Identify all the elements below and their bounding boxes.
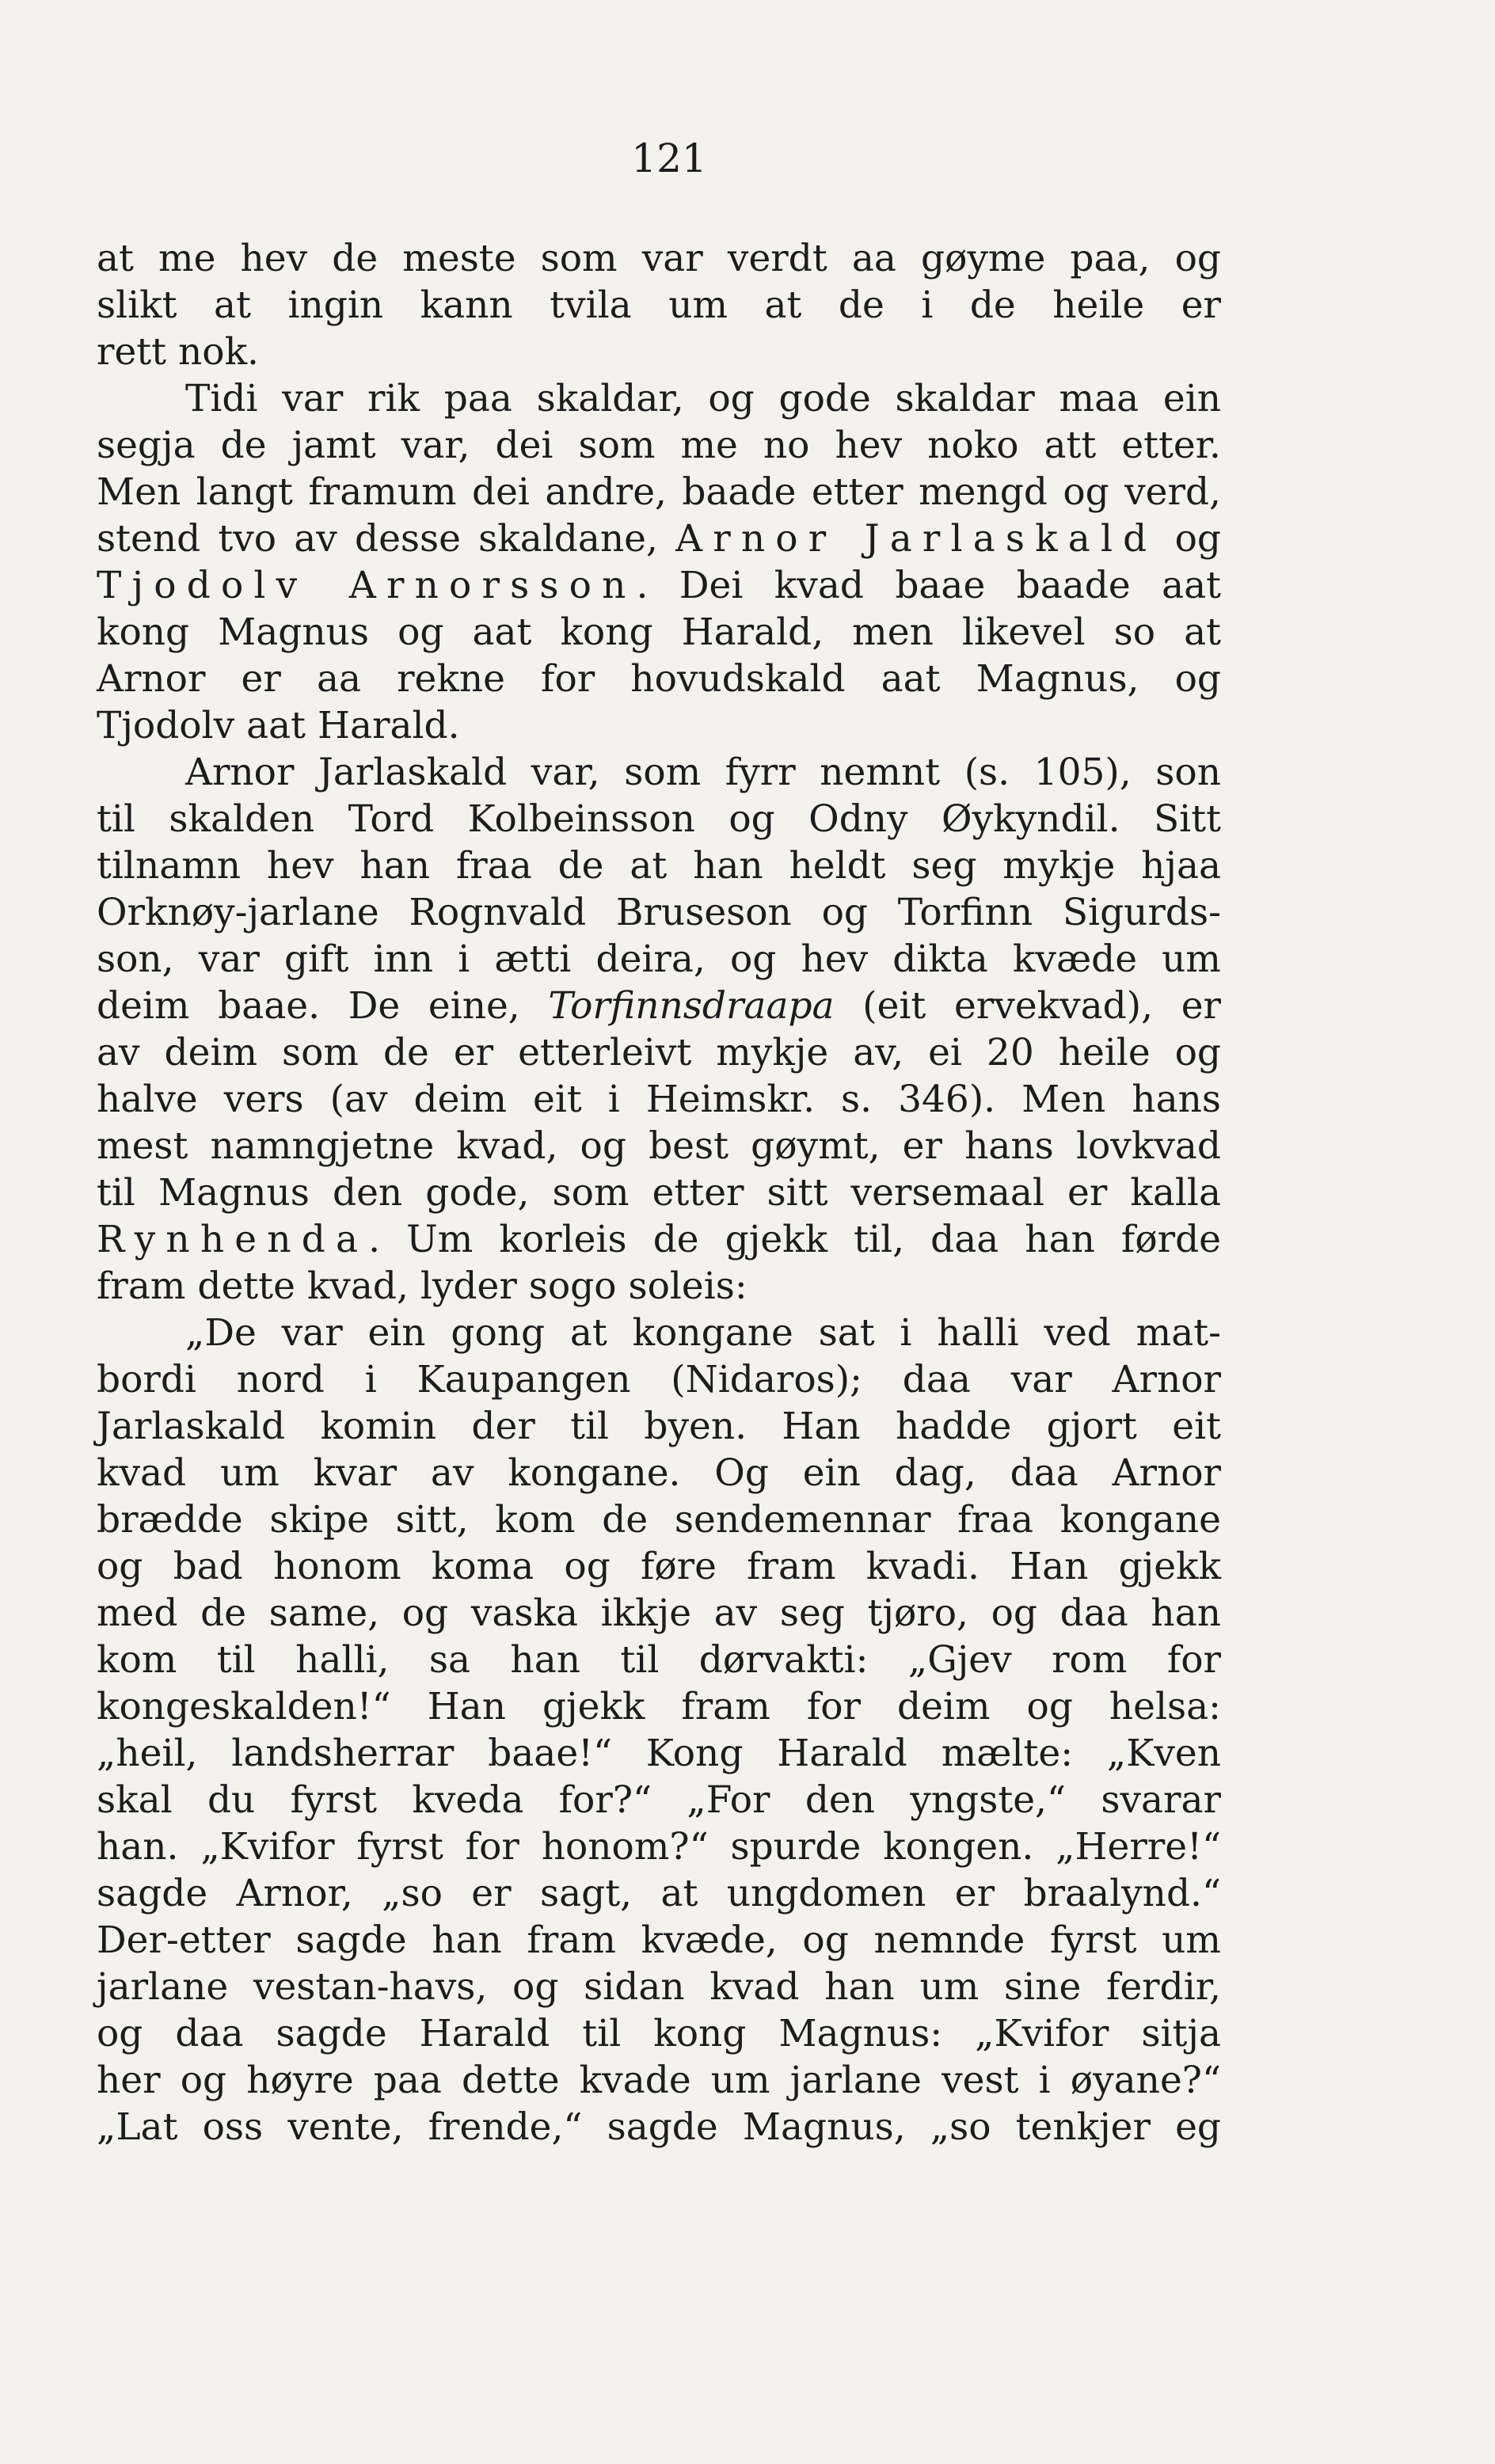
text-segment: sagde Arnor, „so er sagt, at ungdomen er braalynd.“ (97, 1872, 1221, 1915)
text-segment: Arnor er aa rekne for hovudskald aat Magnus, og (97, 657, 1221, 701)
text-line (97, 2057, 1221, 2104)
text-line (97, 889, 1221, 936)
text-segment: Men langt framum dei andre, baade etter mengd og verd, (97, 470, 1221, 514)
text-line (97, 1076, 1221, 1123)
text-line (97, 1263, 1221, 1310)
body-text (97, 235, 1221, 2150)
text-line (97, 515, 1221, 562)
text-line (97, 1964, 1221, 2010)
text-segment: jarlane vestan-havs, og sidan kvad han um sine ferdir, (97, 1965, 1221, 2009)
text-segment: „heil, landsherrar baae!“ Kong Harald mælte: „Kven (97, 1732, 1221, 1775)
text-segment: rett nok. (97, 330, 259, 374)
spaced-name: Arnor Jarlaskald (675, 517, 1158, 561)
text-segment: „Lat oss vente, frende,“ sagde Magnus, „so tenkjer eg (97, 2105, 1221, 2149)
text-segment: kongeskalden!“ Han gjekk fram for deim og helsa: (97, 1685, 1221, 1728)
text-line (97, 329, 1221, 375)
text-segment: han. „Kvifor fyrst for honom?“ spurde kongen. „Herre!“ (97, 1825, 1221, 1869)
text-segment: Arnor Jarlaskald var, som fyrr nemnt (s. 105), son (185, 751, 1221, 794)
text-segment: segja de jamt var, dei som me no hev noko att etter. (97, 424, 1221, 467)
text-line (97, 1310, 1221, 1356)
text-line (97, 656, 1221, 702)
text-segment: mest namngjetne kvad, og best gøymt, er hans lovkvad (97, 1124, 1221, 1168)
text-segment: til skalden Tord Kolbeinsson og Odny Øykyndil. Sitt (97, 797, 1221, 841)
text-segment: av deim som de er etterleivt mykje av, ei 20 heile og (97, 1031, 1221, 1074)
text-line (97, 1169, 1221, 1216)
text-segment: at me hev de meste som var verdt aa gøyme paa, og (97, 237, 1221, 280)
text-segment: Der-etter sagde han fram kvæde, og nemnde fyrst um (97, 1918, 1221, 1962)
text-segment: (eit ervekvad), er (834, 984, 1221, 1028)
italic-title: Torfinnsdraapa (548, 984, 835, 1028)
text-line (97, 562, 1221, 609)
text-line (97, 1450, 1221, 1496)
text-line (97, 1917, 1221, 1964)
text-segment: kom til halli, sa han til dørvakti: „Gjev rom for (97, 1638, 1221, 1682)
text-line (97, 235, 1221, 282)
text-segment: og daa sagde Harald til kong Magnus: „Kvifor sitja (97, 2012, 1221, 2055)
text-segment: halve vers (av deim eit i Heimskr. s. 346). Men hans (97, 1078, 1221, 1121)
text-line (97, 2010, 1221, 2057)
text-line (97, 1356, 1221, 1403)
text-line (97, 2104, 1221, 2150)
text-line (97, 842, 1221, 889)
text-line (97, 1683, 1221, 1730)
text-segment: med de same, og vaska ikkje av seg tjøro, og daa han (97, 1591, 1221, 1635)
text-segment: bordi nord i Kaupangen (Nidaros); daa var Arnor (97, 1358, 1221, 1401)
text-segment: son, var gift inn i ætti deira, og hev dikta kvæde um (97, 937, 1221, 981)
text-segment: brædde skipe sitt, kom de sendemennar fraa kongane (97, 1498, 1221, 1542)
text-line (97, 749, 1221, 796)
text-line (97, 1543, 1221, 1590)
text-segment: slikt at ingin kann tvila um at de i de heile er (97, 283, 1221, 327)
text-line (97, 1496, 1221, 1543)
text-segment: . Dei kvad baae baade aat (636, 564, 1221, 607)
text-segment: kong Magnus og aat kong Harald, men likevel so at (97, 610, 1221, 654)
text-line (97, 282, 1221, 329)
text-segment: Tjodolv aat Harald. (97, 704, 460, 747)
text-line (97, 1870, 1221, 1917)
text-line (97, 1777, 1221, 1823)
text-segment: Orknøy-jarlane Rognvald Bruseson og Torfinn Sigurds- (97, 891, 1221, 934)
text-line (97, 375, 1221, 422)
text-line (97, 1637, 1221, 1683)
page-number: 121 (631, 135, 707, 181)
text-segment: „De var ein gong at kongane sat i halli ved mat- (185, 1311, 1221, 1355)
text-segment: Tidi var rik paa skaldar, og gode skaldar maa ein (185, 377, 1221, 420)
text-line (97, 1029, 1221, 1076)
text-line (97, 609, 1221, 656)
text-line (97, 1403, 1221, 1450)
text-segment: og (1157, 517, 1221, 561)
text-line (97, 1823, 1221, 1870)
text-line (97, 469, 1221, 515)
text-segment: og bad honom koma og føre fram kvadi. Han gjekk (97, 1545, 1221, 1588)
text-line (97, 422, 1221, 469)
spaced-name: Tjodolv Arnorsson (97, 564, 637, 607)
text-segment: stend tvo av desse skaldane, (97, 517, 676, 561)
text-segment: Jarlaskald komin der til byen. Han hadde gjort eit (97, 1405, 1221, 1448)
text-segment: deim baae. De eine, (97, 984, 549, 1028)
text-segment: skal du fyrst kveda for?“ „For den yngste,“ svarar (97, 1778, 1221, 1822)
text-segment: tilnamn hev han fraa de at han heldt seg mykje hjaa (97, 844, 1221, 888)
text-line (97, 983, 1221, 1029)
text-line (97, 1123, 1221, 1169)
text-segment: her og høyre paa dette kvade um jarlane vest i øyane?“ (97, 2059, 1221, 2102)
text-line (97, 702, 1221, 749)
text-segment: kvad um kvar av kongane. Og ein dag, daa Arnor (97, 1451, 1221, 1495)
text-segment: fram dette kvad, lyder sogo soleis: (97, 1264, 748, 1308)
text-line (97, 1590, 1221, 1637)
text-segment: . Um korleis de gjekk til, daa han førde (368, 1218, 1221, 1261)
text-line (97, 1216, 1221, 1263)
spaced-name: Rynhenda (97, 1218, 369, 1261)
text-line (97, 1730, 1221, 1777)
text-line (97, 796, 1221, 842)
text-line (97, 936, 1221, 983)
text-segment: til Magnus den gode, som etter sitt versemaal er kalla (97, 1171, 1221, 1215)
